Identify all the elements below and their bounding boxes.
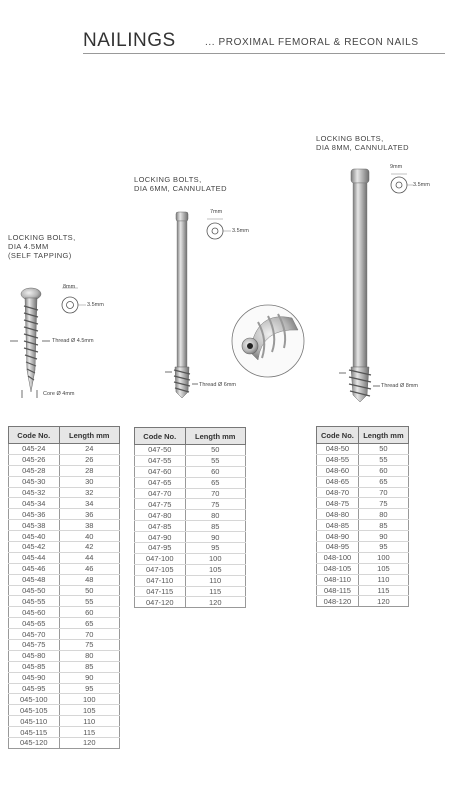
table-row bbox=[9, 618, 120, 629]
table-row bbox=[135, 564, 246, 575]
length-cell: 65 bbox=[358, 476, 408, 487]
column-header: Code No. bbox=[9, 427, 60, 444]
screw-45-illustration bbox=[21, 288, 41, 392]
code-cell: 045-110 bbox=[9, 716, 60, 727]
table-row bbox=[317, 531, 409, 542]
code-cell: 045-60 bbox=[9, 607, 60, 618]
code-cell: 047-75 bbox=[135, 499, 186, 510]
table-row bbox=[317, 476, 409, 487]
code-cell: 045-90 bbox=[9, 672, 60, 683]
code-cell: 045-30 bbox=[9, 476, 60, 487]
code-cell: 048-70 bbox=[317, 487, 359, 498]
length-cell: 85 bbox=[59, 661, 120, 672]
column-header: Length mm bbox=[185, 428, 246, 445]
socket-diameter-label: 3.5mm bbox=[87, 302, 104, 308]
code-cell: 047-110 bbox=[135, 575, 186, 586]
socket-diameter-label: 3.5mm bbox=[413, 182, 430, 188]
table-row bbox=[317, 520, 409, 531]
code-cell: 045-44 bbox=[9, 552, 60, 563]
length-cell: 70 bbox=[185, 488, 246, 499]
table-row bbox=[135, 575, 246, 586]
table-row bbox=[9, 531, 120, 542]
length-cell: 60 bbox=[185, 466, 246, 477]
length-cell: 28 bbox=[59, 465, 120, 476]
table-row bbox=[135, 532, 246, 543]
code-cell: 047-95 bbox=[135, 543, 186, 554]
table-row bbox=[317, 563, 409, 574]
length-cell: 50 bbox=[185, 445, 246, 456]
length-cell: 80 bbox=[59, 650, 120, 661]
spec-table-45 bbox=[8, 426, 120, 749]
code-cell: 047-80 bbox=[135, 510, 186, 521]
head-diameter-label: 8mm bbox=[63, 284, 76, 290]
code-cell: 045-48 bbox=[9, 574, 60, 585]
code-cell: 045-32 bbox=[9, 487, 60, 498]
length-cell: 75 bbox=[358, 498, 408, 509]
code-cell: 045-120 bbox=[9, 738, 60, 749]
code-cell: 047-120 bbox=[135, 597, 186, 608]
table-row bbox=[135, 445, 246, 456]
code-cell: 047-65 bbox=[135, 477, 186, 488]
code-cell: 045-55 bbox=[9, 596, 60, 607]
code-cell: 045-75 bbox=[9, 640, 60, 651]
code-cell: 045-46 bbox=[9, 563, 60, 574]
spec-table-8 bbox=[316, 426, 409, 607]
table-row bbox=[135, 597, 246, 608]
table-row bbox=[9, 552, 120, 563]
column-header: Code No. bbox=[135, 428, 186, 445]
code-cell: 048-55 bbox=[317, 454, 359, 465]
socket-detail-6 bbox=[207, 219, 231, 239]
table-row bbox=[135, 543, 246, 554]
length-cell: 85 bbox=[358, 520, 408, 531]
length-cell: 95 bbox=[59, 683, 120, 694]
table-row bbox=[317, 585, 409, 596]
code-cell: 045-38 bbox=[9, 520, 60, 531]
table-row bbox=[9, 672, 120, 683]
table-row bbox=[9, 716, 120, 727]
code-cell: 045-50 bbox=[9, 585, 60, 596]
caption-line: DIA 4.5MM bbox=[8, 242, 49, 251]
length-cell: 40 bbox=[59, 531, 120, 542]
table-row bbox=[9, 454, 120, 465]
code-cell: 045-28 bbox=[9, 465, 60, 476]
socket-detail-45 bbox=[62, 288, 86, 313]
table-row bbox=[9, 520, 120, 531]
length-cell: 70 bbox=[358, 487, 408, 498]
length-cell: 120 bbox=[358, 596, 408, 607]
length-cell: 38 bbox=[59, 520, 120, 531]
code-cell: 045-34 bbox=[9, 498, 60, 509]
code-cell: 048-120 bbox=[317, 596, 359, 607]
length-cell: 100 bbox=[358, 552, 408, 563]
length-cell: 110 bbox=[59, 716, 120, 727]
length-cell: 85 bbox=[185, 521, 246, 532]
table-row bbox=[9, 705, 120, 716]
column-header: Length mm bbox=[358, 427, 408, 444]
table-row bbox=[317, 552, 409, 563]
code-cell: 045-105 bbox=[9, 705, 60, 716]
table-row bbox=[9, 650, 120, 661]
table-row bbox=[135, 488, 246, 499]
code-cell: 045-80 bbox=[9, 650, 60, 661]
length-cell: 65 bbox=[59, 618, 120, 629]
code-cell: 045-95 bbox=[9, 683, 60, 694]
table-row bbox=[9, 476, 120, 487]
table-row bbox=[9, 465, 120, 476]
table-row bbox=[9, 640, 120, 651]
code-cell: 047-115 bbox=[135, 586, 186, 597]
length-cell: 26 bbox=[59, 454, 120, 465]
bolt-8-illustration bbox=[349, 169, 371, 402]
head-diameter-label: 7mm bbox=[210, 209, 223, 215]
caption-line: DIA 6MM, CANNULATED bbox=[134, 184, 227, 193]
code-cell: 047-90 bbox=[135, 532, 186, 543]
head-diameter-label: 9mm bbox=[390, 164, 403, 170]
table-row bbox=[317, 487, 409, 498]
core-diameter-label: Core Ø 4mm bbox=[43, 391, 75, 397]
caption-line: DIA 8MM, CANNULATED bbox=[316, 143, 409, 152]
table-row bbox=[135, 499, 246, 510]
table-row bbox=[317, 596, 409, 607]
table-row bbox=[135, 521, 246, 532]
length-cell: 32 bbox=[59, 487, 120, 498]
code-cell: 048-115 bbox=[317, 585, 359, 596]
table-row bbox=[9, 542, 120, 553]
length-cell: 90 bbox=[59, 672, 120, 683]
length-cell: 55 bbox=[185, 455, 246, 466]
cannulated-tip-closeup bbox=[232, 305, 304, 377]
code-cell: 048-65 bbox=[317, 476, 359, 487]
code-cell: 045-115 bbox=[9, 727, 60, 738]
length-cell: 55 bbox=[59, 596, 120, 607]
table-row bbox=[9, 596, 120, 607]
length-cell: 115 bbox=[185, 586, 246, 597]
code-cell: 047-105 bbox=[135, 564, 186, 575]
code-cell: 048-90 bbox=[317, 531, 359, 542]
length-cell: 34 bbox=[59, 498, 120, 509]
code-cell: 045-100 bbox=[9, 694, 60, 705]
code-cell: 047-100 bbox=[135, 553, 186, 564]
table-row bbox=[135, 586, 246, 597]
length-cell: 75 bbox=[185, 499, 246, 510]
code-cell: 047-60 bbox=[135, 466, 186, 477]
length-cell: 90 bbox=[185, 532, 246, 543]
length-cell: 44 bbox=[59, 552, 120, 563]
page-title: NAILINGS bbox=[83, 30, 176, 51]
length-cell: 75 bbox=[59, 640, 120, 651]
code-cell: 045-65 bbox=[9, 618, 60, 629]
code-cell: 045-40 bbox=[9, 531, 60, 542]
length-cell: 50 bbox=[358, 444, 408, 455]
code-cell: 045-85 bbox=[9, 661, 60, 672]
table-row bbox=[9, 694, 120, 705]
length-cell: 70 bbox=[59, 629, 120, 640]
code-cell: 048-50 bbox=[317, 444, 359, 455]
code-cell: 047-70 bbox=[135, 488, 186, 499]
thread-diameter-label: Thread Ø 8mm bbox=[381, 383, 418, 389]
thread-diameter-label: Thread Ø 6mm bbox=[199, 382, 236, 388]
table-row bbox=[135, 477, 246, 488]
length-cell: 105 bbox=[358, 563, 408, 574]
length-cell: 30 bbox=[59, 476, 120, 487]
table-row bbox=[317, 574, 409, 585]
code-cell: 045-42 bbox=[9, 542, 60, 553]
code-cell: 048-95 bbox=[317, 542, 359, 553]
length-cell: 80 bbox=[358, 509, 408, 520]
table-row bbox=[317, 444, 409, 455]
code-cell: 045-24 bbox=[9, 444, 60, 455]
length-cell: 60 bbox=[358, 465, 408, 476]
code-cell: 045-36 bbox=[9, 509, 60, 520]
table-row bbox=[9, 683, 120, 694]
socket-detail-8 bbox=[391, 174, 413, 193]
table-row bbox=[135, 553, 246, 564]
code-cell: 048-75 bbox=[317, 498, 359, 509]
column-header: Length mm bbox=[59, 427, 120, 444]
table-row bbox=[135, 510, 246, 521]
length-cell: 120 bbox=[185, 597, 246, 608]
caption-line: LOCKING BOLTS, bbox=[8, 233, 76, 242]
length-cell: 60 bbox=[59, 607, 120, 618]
code-cell: 048-80 bbox=[317, 509, 359, 520]
table-row bbox=[9, 738, 120, 749]
length-cell: 110 bbox=[358, 574, 408, 585]
table-row bbox=[317, 509, 409, 520]
length-cell: 36 bbox=[59, 509, 120, 520]
code-cell: 045-26 bbox=[9, 454, 60, 465]
length-cell: 90 bbox=[358, 531, 408, 542]
length-cell: 115 bbox=[358, 585, 408, 596]
code-cell: 047-50 bbox=[135, 445, 186, 456]
length-cell: 24 bbox=[59, 444, 120, 455]
code-cell: 048-60 bbox=[317, 465, 359, 476]
spec-table-6 bbox=[134, 427, 246, 608]
length-cell: 65 bbox=[185, 477, 246, 488]
length-cell: 110 bbox=[185, 575, 246, 586]
table-row bbox=[317, 465, 409, 476]
code-cell: 047-55 bbox=[135, 455, 186, 466]
page-subtitle: ... PROXIMAL FEMORAL & RECON NAILS bbox=[205, 37, 419, 48]
code-cell: 048-105 bbox=[317, 563, 359, 574]
length-cell: 95 bbox=[185, 543, 246, 554]
caption-line: LOCKING BOLTS, bbox=[316, 134, 384, 143]
table-row bbox=[9, 585, 120, 596]
length-cell: 115 bbox=[59, 727, 120, 738]
table-row bbox=[9, 509, 120, 520]
length-cell: 42 bbox=[59, 542, 120, 553]
table-row bbox=[9, 607, 120, 618]
table-row bbox=[135, 455, 246, 466]
length-cell: 95 bbox=[358, 542, 408, 553]
table-row bbox=[9, 563, 120, 574]
table-row bbox=[9, 487, 120, 498]
code-cell: 045-70 bbox=[9, 629, 60, 640]
table-row bbox=[317, 542, 409, 553]
table-row bbox=[317, 454, 409, 465]
code-cell: 048-100 bbox=[317, 552, 359, 563]
caption-line: (SELF TAPPING) bbox=[8, 251, 72, 260]
table-row bbox=[135, 466, 246, 477]
length-cell: 105 bbox=[185, 564, 246, 575]
table-row bbox=[9, 498, 120, 509]
table-row bbox=[317, 498, 409, 509]
length-cell: 105 bbox=[59, 705, 120, 716]
thread-diameter-label: Thread Ø 4.5mm bbox=[52, 338, 94, 344]
caption-line: LOCKING BOLTS, bbox=[134, 175, 202, 184]
length-cell: 48 bbox=[59, 574, 120, 585]
length-cell: 55 bbox=[358, 454, 408, 465]
table-row bbox=[9, 727, 120, 738]
length-cell: 120 bbox=[59, 738, 120, 749]
length-cell: 100 bbox=[185, 553, 246, 564]
code-cell: 048-85 bbox=[317, 520, 359, 531]
column-header: Code No. bbox=[317, 427, 359, 444]
socket-diameter-label: 3.5mm bbox=[232, 228, 249, 234]
length-cell: 80 bbox=[185, 510, 246, 521]
table-row bbox=[9, 629, 120, 640]
table-row bbox=[9, 444, 120, 455]
code-cell: 047-85 bbox=[135, 521, 186, 532]
table-row bbox=[9, 574, 120, 585]
bolt-6-illustration bbox=[174, 212, 190, 398]
length-cell: 100 bbox=[59, 694, 120, 705]
length-cell: 46 bbox=[59, 563, 120, 574]
table-row bbox=[9, 661, 120, 672]
code-cell: 048-110 bbox=[317, 574, 359, 585]
length-cell: 50 bbox=[59, 585, 120, 596]
